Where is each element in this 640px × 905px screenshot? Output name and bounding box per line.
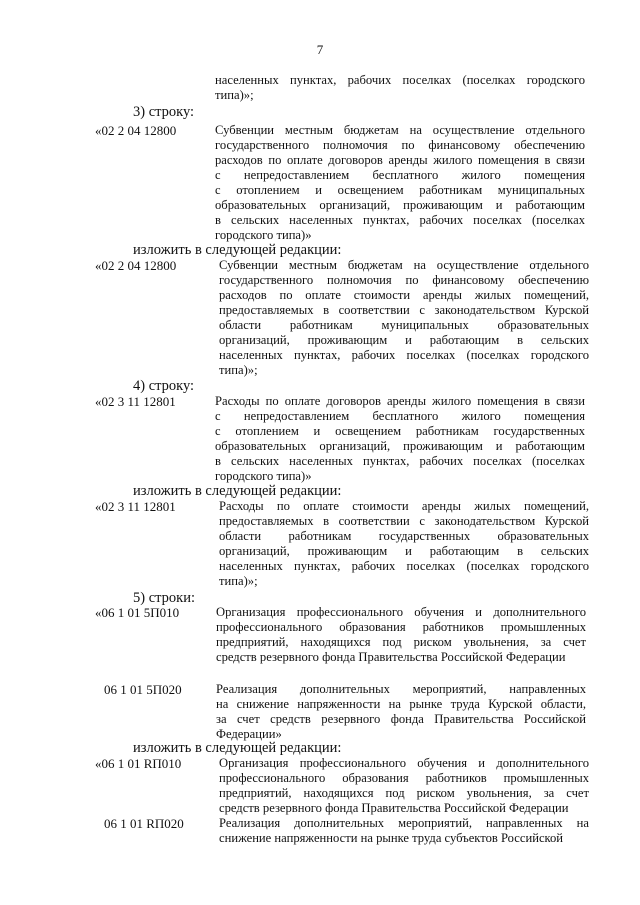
entry-description — [215, 394, 585, 484]
text-line: Расходы по оплате договоров аренды жилого помещения в связи — [215, 394, 585, 408]
text-line: с отоплением и освещением работникам государственных — [215, 424, 585, 438]
text-line: типа)»; — [219, 363, 258, 377]
budget-code: «02 3 11 12801 — [95, 499, 176, 514]
text-line: образовательных организаций, проживающим и работающим — [215, 198, 585, 212]
text-line: организаций, проживающим и работающим в сельских — [219, 333, 589, 347]
text-line: предоставляемых в соответствии с законодательством Курской — [219, 514, 589, 528]
budget-code: «02 2 04 12800 — [95, 123, 177, 138]
text-line: расходов по оплате стоимости аренды жилых помещений, — [219, 288, 589, 302]
text-line: государственного полномочия по финансовому обеспечению — [219, 273, 589, 287]
text-line: Реализация дополнительных мероприятий, направленных на — [219, 816, 589, 830]
text-line: предприятий, находящихся под риском увольнения, за счет — [216, 635, 586, 649]
text-line: Федерации» — [216, 727, 282, 741]
text-line: с непредоставлением бесплатного жилого помещения — [215, 409, 585, 423]
text-line: в сельских населенных пунктах, рабочих поселках (поселках — [215, 213, 585, 227]
text-line: типа)»; — [219, 574, 258, 588]
entry-description — [219, 499, 589, 589]
section-heading: 3) строку: — [133, 104, 195, 120]
text-line: предприятий, находящихся под риском увольнения, за счет — [219, 786, 589, 800]
budget-code: 06 1 01 5П020 — [104, 682, 182, 697]
text-line: области работникам государственных образовательных — [219, 529, 589, 543]
text-line: снижение напряженности на рынке труда субъектов Российской — [219, 831, 564, 845]
section-heading: изложить в следующей редакции: — [133, 740, 342, 756]
text-line: Организация профессионального обучения и дополнительного — [219, 756, 589, 770]
section-heading: изложить в следующей редакции: — [133, 242, 342, 258]
text-line: профессионального образования работников промышленных — [216, 620, 586, 634]
text-line: на снижение напряженности на рынке труда Курской области, — [216, 697, 586, 711]
text-line: Субвенции местным бюджетам на осуществление отдельного — [215, 123, 585, 137]
entry-description — [216, 682, 586, 742]
entry-description — [216, 605, 586, 665]
text-line: организаций, проживающим и работающим в сельских — [219, 544, 589, 558]
text-line: населенных пунктах, рабочих поселках (поселках городского — [219, 348, 589, 362]
text-line: образовательных организаций, проживающим и работающим — [215, 439, 585, 453]
section-heading: изложить в следующей редакции: — [133, 483, 342, 499]
text-line: расходов по оплате договоров аренды жилого помещения в связи — [215, 153, 585, 167]
text-line: профессионального образования работников промышленных — [219, 771, 589, 785]
text-line: с отоплением и освещением работникам муниципальных — [215, 183, 585, 197]
text-line: области работникам муниципальных образовательных — [219, 318, 589, 332]
budget-code: «02 2 04 12800 — [95, 258, 177, 273]
text-line: Субвенции местным бюджетам на осуществление отдельного — [219, 258, 589, 272]
text-line: населенных пунктах, рабочих поселках (поселках городского — [215, 73, 585, 87]
text-line: средств резервного фонда Правительства Российской Федерации — [219, 801, 569, 815]
entry-description — [215, 123, 585, 243]
budget-code: «06 1 01 RП010 — [95, 756, 182, 771]
text-line: предоставляемых в соответствии с законодательством Курской — [219, 303, 589, 317]
entry-description — [219, 258, 589, 378]
text-line: государственного полномочия по финансовому обеспечению — [215, 138, 585, 152]
text-line: Реализация дополнительных мероприятий, направленных — [216, 682, 586, 696]
entry-description — [215, 73, 585, 103]
text-line: Организация профессионального обучения и дополнительного — [216, 605, 586, 619]
text-line: городского типа)» — [215, 469, 312, 483]
entry-description — [219, 756, 589, 816]
budget-code: «06 1 01 5П010 — [95, 605, 180, 620]
text-line: типа)»; — [215, 88, 254, 102]
entry-description — [219, 816, 589, 846]
section-heading: 5) строки: — [133, 590, 195, 606]
text-line: населенных пунктах, рабочих поселках (поселках городского — [219, 559, 589, 573]
text-line: с непредоставлением бесплатного жилого помещения — [215, 168, 585, 182]
text-line: за счет средств резервного фонда Правительства Российской — [216, 712, 586, 726]
budget-code: 06 1 01 RП020 — [104, 816, 184, 831]
section-heading: 4) строку: — [133, 378, 195, 394]
text-line: городского типа)» — [215, 228, 312, 242]
budget-code: «02 3 11 12801 — [95, 394, 176, 409]
text-line: Расходы по оплате стоимости аренды жилых помещений, — [219, 499, 589, 513]
text-line: средств резервного фонда Правительства Российской Федерации — [216, 650, 566, 664]
page-number: 7 — [316, 42, 324, 57]
text-line: в сельских населенных пунктах, рабочих поселках (поселках — [215, 454, 585, 468]
